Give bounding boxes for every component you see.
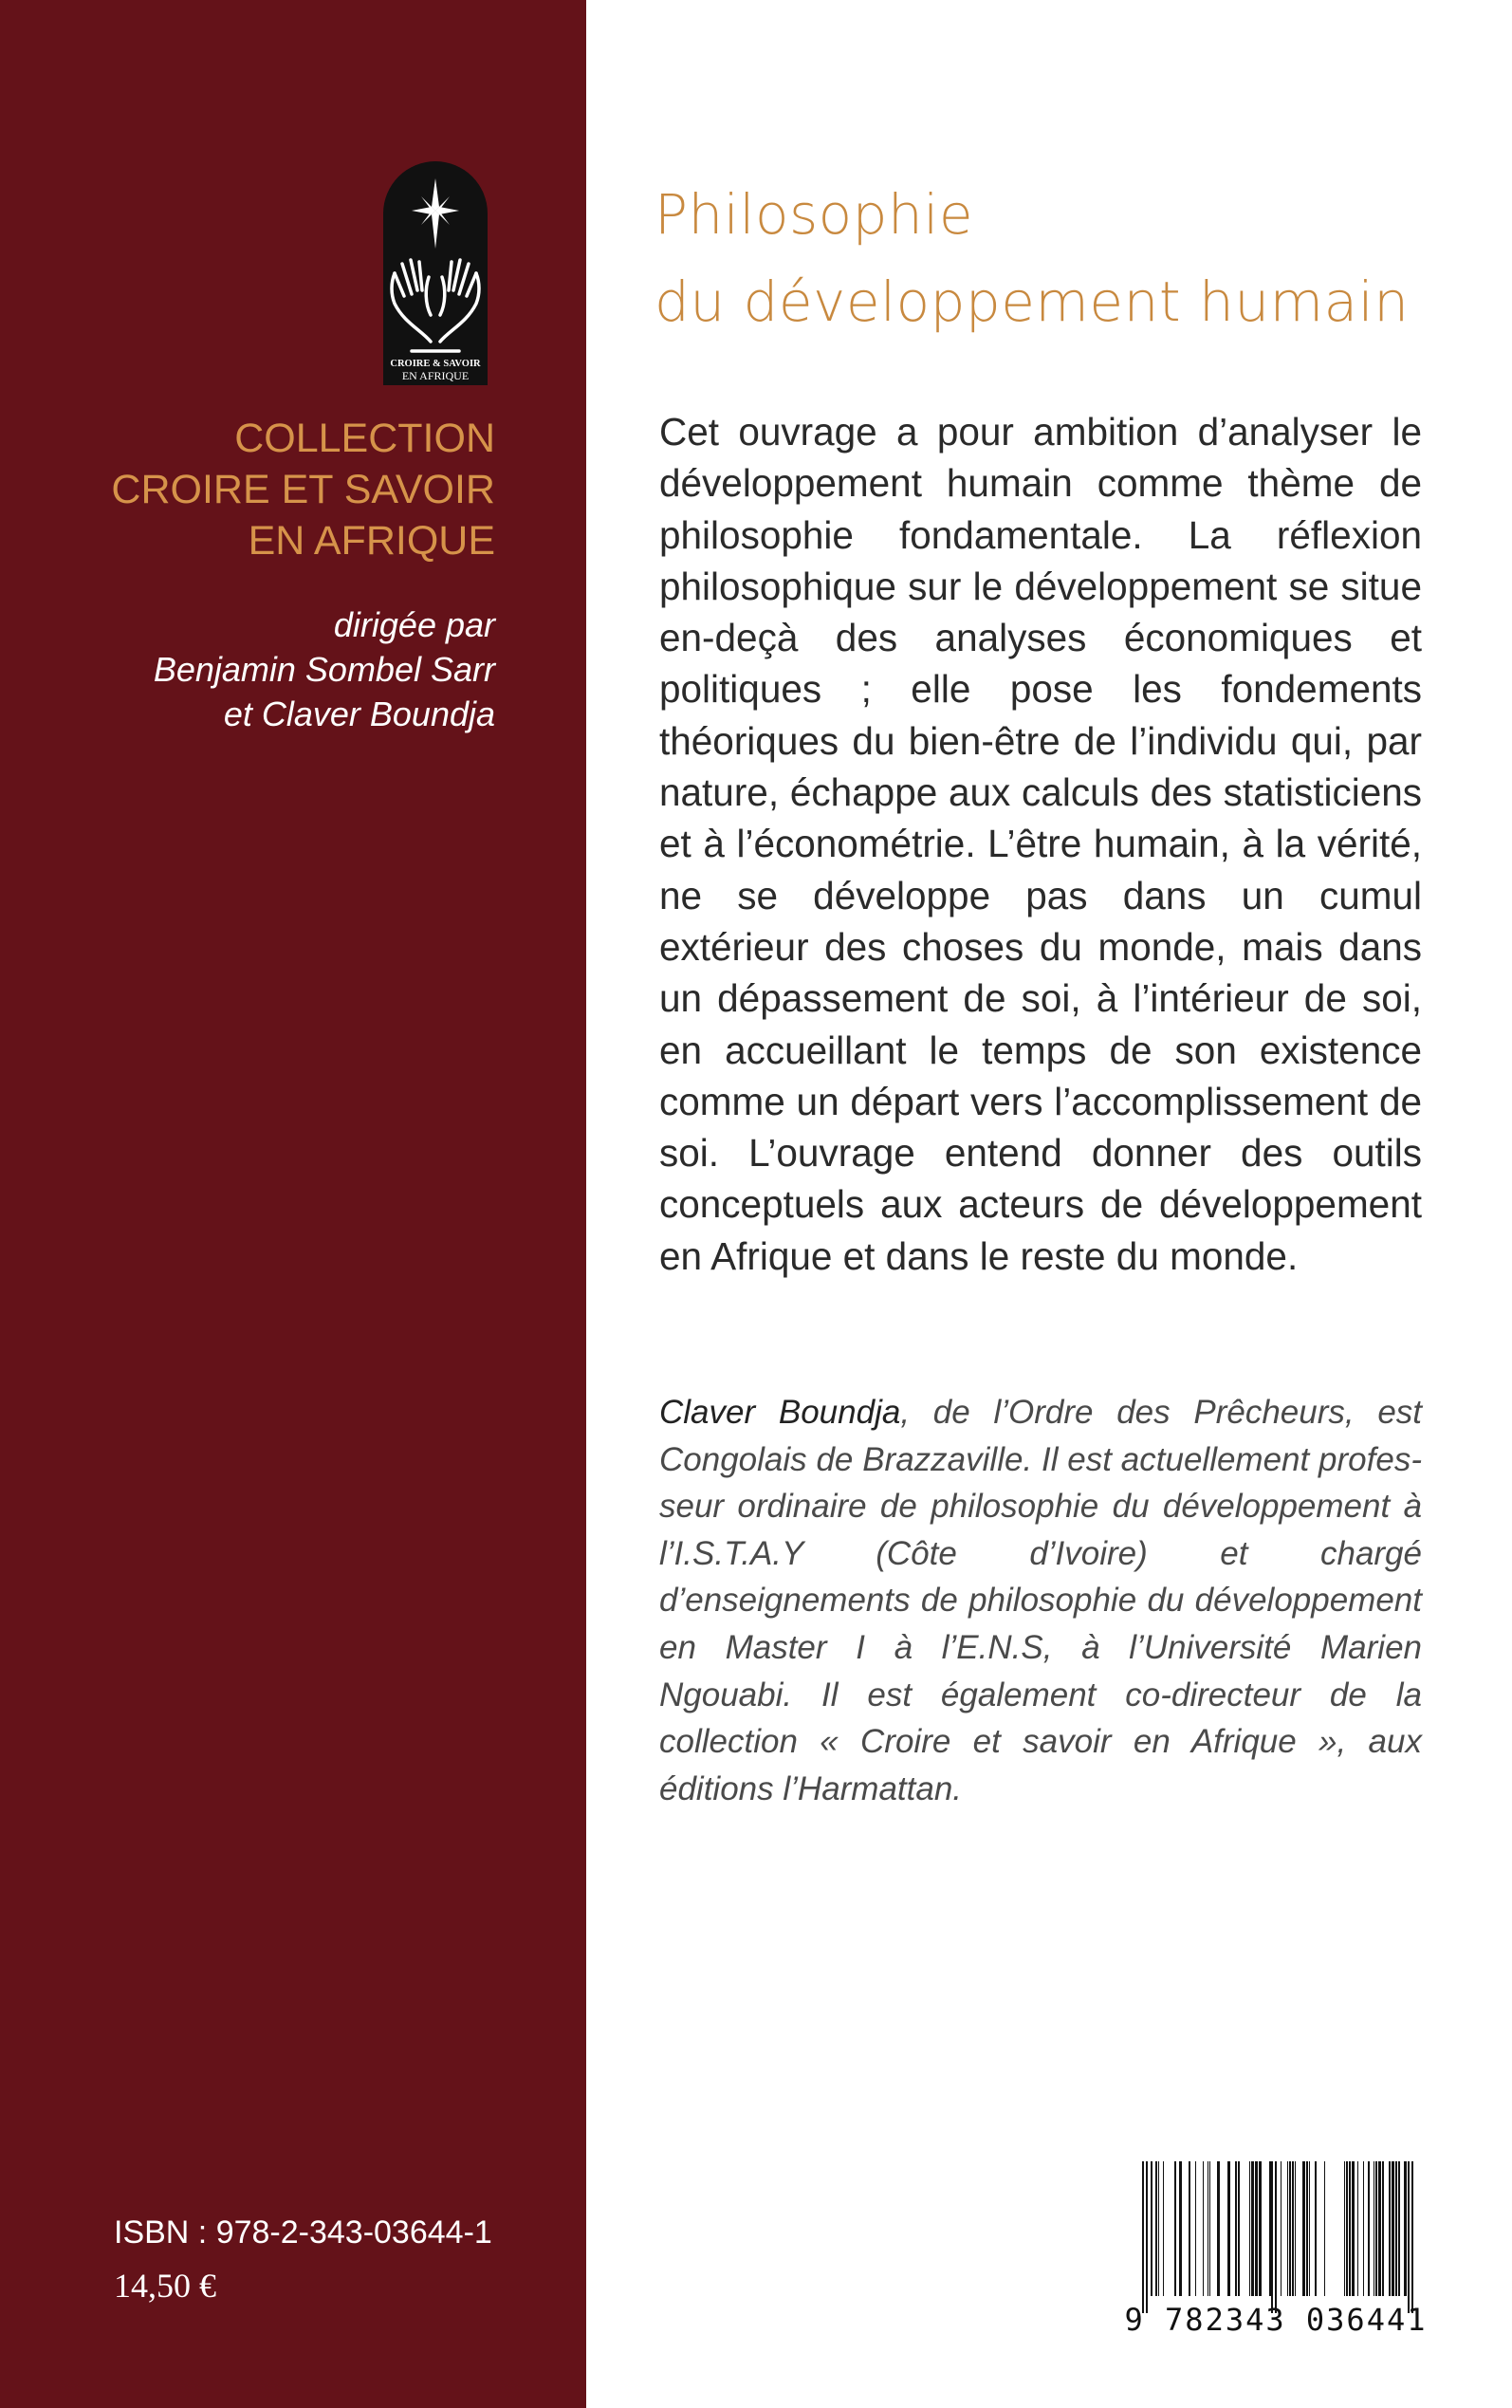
collection-line: EN AFRIQUE bbox=[248, 518, 495, 564]
author-bio bbox=[659, 1389, 1422, 1812]
book-summary: Cet ouvrage a pour ambition d’analyser le développement humain comme thème de philosophie fondamentale. La réflexion philosophique sur le développement se situe en-deçà des analyses économiques et politiques ; elle pose les fondements théoriques du bien-être de l’individu qui, par nature, échappe aux calculs des statisticiens et à l’économétrie. L’être humain, à la vérité, ne se développe pas dans un cumul extérieur des choses du monde, mais dans un dépassement de soi, à l’intérieur de soi, en accueillant le temps de son existence comme un départ vers l’accomplissement de soi. L’ouvrage entend donner des outils conceptuels aux acteurs de développement en Afrique et dans le reste du monde. bbox=[659, 410, 1422, 1278]
directors-line: dirigée par bbox=[333, 605, 495, 644]
left-color-panel bbox=[0, 0, 586, 2408]
price: 14,50 € bbox=[114, 2267, 216, 2305]
book-title bbox=[655, 171, 1442, 345]
star-hands-logo-icon bbox=[383, 161, 488, 385]
author-bio-text: , de l’Ordre des Prêcheurs, est Congolais de Brazzaville. Il est actuellement professeur ordinaire de philosophie du développement à l’I.S.T.A.Y (Côte d’Ivoire) et chargé d’enseignements de philosophie du développement en Master I à l’E.N.S, à l’Université Marien Ngouabi. Il est également co-directeur de la collection « Croire et savoir en Afrique », aux éditions l’Harmattan. bbox=[659, 1394, 1423, 1807]
collection-line: COLLECTION bbox=[234, 416, 495, 461]
barcode bbox=[1121, 2152, 1430, 2351]
isbn-number: ISBN : 978-2-343-03644-1 bbox=[114, 2214, 492, 2251]
collection-name bbox=[21, 413, 495, 566]
collection-line: CROIRE ET SAVOIR bbox=[111, 467, 495, 512]
book-title-line: Philosophie bbox=[655, 182, 974, 247]
logo-text-line1: CROIRE & SAVOIR bbox=[390, 359, 481, 369]
barcode-digits: 9 782343 036441 bbox=[1124, 2302, 1428, 2338]
author-name: Claver Boundja bbox=[659, 1394, 901, 1431]
directors-line: Benjamin Sombel Sarr bbox=[153, 650, 495, 689]
directors-line: et Claver Boundja bbox=[223, 695, 495, 733]
logo-text-line2: EN AFRIQUE bbox=[401, 369, 470, 382]
collection-directors bbox=[21, 602, 495, 736]
book-title-line: du développement humain bbox=[655, 269, 1410, 334]
